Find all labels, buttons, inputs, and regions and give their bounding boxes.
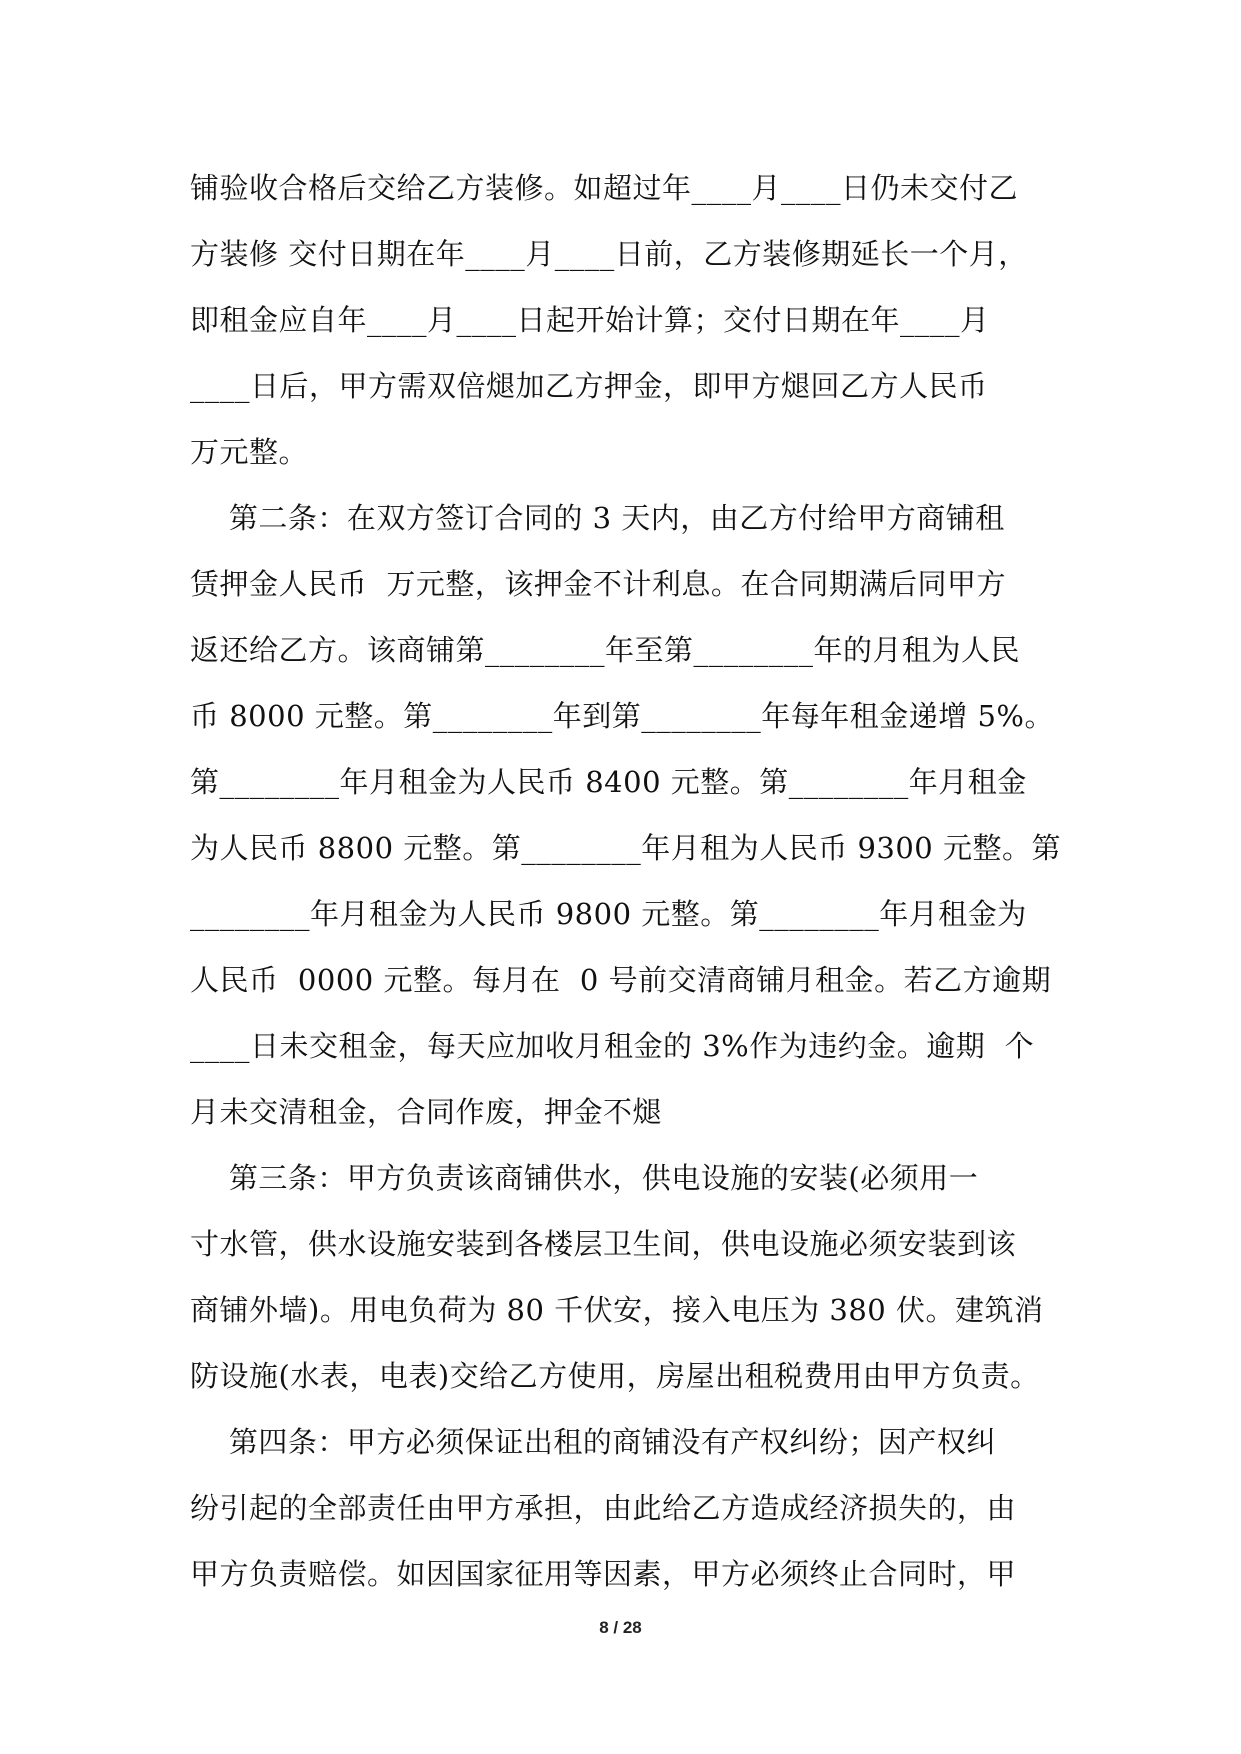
text-line: 防设施(水表，电表)交给乙方使用，房屋出租税费用由甲方负责。	[190, 1359, 1040, 1393]
text-line: 商铺外墙)。用电负荷为 80 千伏安，接入电压为 380 伏。建筑消	[190, 1293, 1044, 1327]
page-number: 8 / 28	[599, 1618, 642, 1637]
text-line: 人民币 0000 元整。每月在 0 号前交清商铺月租金。若乙方逾期	[190, 963, 1052, 997]
article-3-start: 第三条：甲方负责该商铺供水，供电设施的安装(必须用一	[190, 1161, 979, 1195]
text-line: 即租金应自年____月____日起开始计算；交付日期在年____月	[190, 303, 990, 337]
article-2-start: 第二条：在双方签订合同的 3 天内，由乙方付给甲方商铺租	[190, 501, 1005, 535]
text-line: 方装修 交付日期在年____月____日前，乙方装修期延长一个月，	[190, 237, 1028, 271]
text-line: 第________年月租金为人民币 8400 元整。第________年月租金	[190, 765, 1027, 799]
text-line: 寸水管，供水设施安装到各楼层卫生间，供电设施必须安装到该	[190, 1227, 1017, 1261]
text-line: 返还给乙方。该商铺第________年至第________年的月租为人民	[190, 633, 1021, 667]
text-line: 月未交清租金，合同作废，押金不煺	[190, 1095, 663, 1129]
text-line: 甲方负责赔偿。如因国家征用等因素，甲方必须终止合同时，甲	[190, 1557, 1017, 1591]
text-line: 币 8000 元整。第________年到第________年每年租金递增 5%。	[190, 699, 1054, 733]
text-line: ________年月租金为人民币 9800 元整。第________年月租金为	[190, 897, 1027, 931]
text-line: ____日后，甲方需双倍煺加乙方押金，即甲方煺回乙方人民币	[190, 369, 988, 403]
text-line: 为人民币 8800 元整。第________年月租为人民币 9300 元整。第	[190, 831, 1061, 865]
text-line: 万元整。	[190, 435, 309, 469]
text-line: 纷引起的全部责任由甲方承担，由此给乙方造成经济损失的，由	[190, 1491, 1017, 1525]
text-line: ____日未交租金，每天应加收月租金的 3%作为违约金。逾期 个	[190, 1029, 1035, 1063]
article-4-start: 第四条：甲方必须保证出租的商铺没有产权纠纷；因产权纠	[190, 1425, 996, 1459]
text-line: 赁押金人民币 万元整，该押金不计利息。在合同期满后同甲方	[190, 567, 1006, 601]
text-line: 铺验收合格后交给乙方装修。如超过年____月____日仍未交付乙	[190, 171, 1019, 205]
